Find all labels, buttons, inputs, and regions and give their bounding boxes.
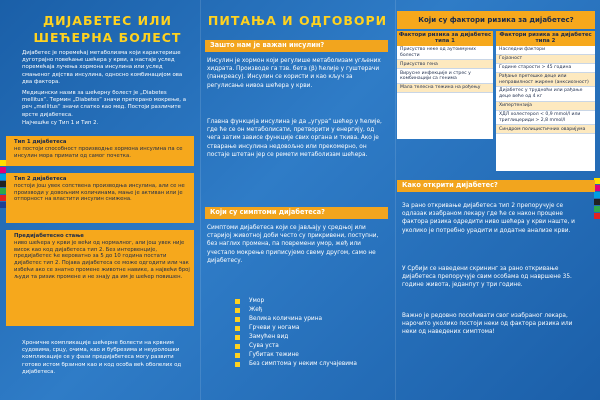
color-mark <box>594 206 600 212</box>
left-common-types: Најчешће су Тип 1 и Тип 2. <box>22 120 99 126</box>
bullet-square-icon <box>235 344 240 349</box>
prediabetes-box <box>6 230 194 326</box>
risk-type1-item: Вирусне инфекције и стрес у комбинацији са генима <box>397 69 493 84</box>
visit-doctor-text: Важно је редовно посећивати свог изабраног лекара, нарочито уколико постоји неки од фактора ризика или неки од наведених симптома! <box>402 313 573 336</box>
symptom-item <box>235 306 385 315</box>
detect-header: Како открити дијабетес? <box>397 180 595 192</box>
risk-type2-column <box>496 31 595 171</box>
symptom-item <box>235 297 385 306</box>
risk-type2-item: Рађање претешке деце или неправилност жирене (анксиозност) <box>496 73 595 88</box>
risk-type2-head: Фактори ризика за дијабетес типа 2 <box>496 31 595 46</box>
symptoms-text: Симптоми дијабетеса који се јављају у средњој или старијој животној доби често су прикривени, поступни, без наглих промена, па повремени умор, жеђ или учестало мокрење приписујемо свему другом, само не дијабетесу. <box>207 225 379 264</box>
risk-type2-item: ХДЛ холестерол < 0,9 mmol/l или триглицериди > 2,8 mmol/l <box>496 111 595 126</box>
risk-type2-item: Наследни фактори <box>496 46 595 55</box>
symptom-label: Велика количина урина <box>249 316 323 322</box>
bullet-square-icon <box>235 362 240 367</box>
color-mark <box>594 213 600 219</box>
symptom-label: Губитак тежине <box>249 352 299 358</box>
symptom-item <box>235 324 385 333</box>
prediabetes-text: ниво шећера у крви је већи од нормалног, али још увек није висок као код дијабетеса тип 2. Без интервенције, предијабетес ће вероватно за 5 до 10 година постати дијабетес тип 2. Појава дијабетеса се може одгодити или чак избећи ако се знатно промене животне навике, а највећи број људи та ризик промене и не знају да им је шећер повишен. <box>14 239 190 280</box>
bullet-square-icon <box>235 335 240 340</box>
left-title <box>20 12 195 46</box>
symptoms-header: Који су симптоми дијабетеса? <box>205 207 388 219</box>
type2-text: постоји још увек сопствена производња инсулина, али се не производи у довољним количинама, мање је активан или је отпорност на властити инсулин снижена. <box>14 182 185 203</box>
risk-type2-item: Хипертензија <box>496 102 595 111</box>
type1-box <box>6 136 194 166</box>
fold-line-left <box>200 0 201 400</box>
risk-type1-head: Фактори ризика за дијабетес типа 1 <box>398 32 492 45</box>
symptom-list <box>235 297 385 369</box>
bullet-square-icon <box>235 299 240 304</box>
symptom-item <box>235 315 385 324</box>
risk-type1-item: Присуство гена <box>397 60 493 69</box>
symptom-label: Без симптома у неким случајевима <box>249 361 357 367</box>
risk-factors-header: Који су фактори ризика за дијабетес? <box>397 11 595 29</box>
left-title-line2: ШЕЋЕРНА БОЛЕСТ <box>33 30 182 45</box>
left-title-line1: ДИЈАБЕТЕС ИЛИ <box>43 13 172 28</box>
symptom-label: Замућен вид <box>249 334 289 340</box>
type2-box <box>6 173 194 223</box>
symptom-label: Жеђ <box>249 307 263 313</box>
symptom-label: Грчеви у ногама <box>249 325 300 331</box>
risk-type1-column <box>397 31 493 139</box>
why-insulin-text: Инсулин је хормон који регулише метаболизам угљених хидрата. Производе га тзв. бета (β) ћелије у гуштерачи (панкреасу). Инсулин се користи и као кључ за регулисање нивоа шећера у крви. <box>207 58 381 89</box>
symptom-label: Умор <box>249 298 265 304</box>
symptom-item <box>235 360 385 369</box>
type1-text: не постоји способност производње хормона инсулина па се инсулин мора примати од самог почетка. <box>14 145 183 159</box>
insulin-function-text: Главна функција инсулина је да „угура“ шећер у ћелије, где ће се он метаболисати, претворити у енергију, од чега затим зависе функције свих органа и ткива. Ако је стварање инсулина недовољно или прекомерно, он постаје штетан јер се ремети метаболизам шећера. <box>207 119 382 158</box>
risk-type2-item: Године старости > 45 година <box>496 64 595 73</box>
risk-type2-item: Синдром полицистичних оваријума <box>496 125 595 134</box>
why-insulin-header: Зашто нам је важан инсулин? <box>205 40 388 52</box>
bullet-square-icon <box>235 308 240 313</box>
color-mark <box>594 192 600 198</box>
type2-title: Тип 2 дијабетеса <box>14 176 67 182</box>
prediabetes-title: Предијабетесно стање <box>14 233 84 239</box>
type1-title: Тип 1 дијабетеса <box>14 139 67 145</box>
color-mark <box>594 199 600 205</box>
risk-type2-item: Гојазност <box>496 55 595 64</box>
symptom-label: Сува уста <box>249 343 279 349</box>
risk-type2-item: Дијабетес у трудноћи или рађање деце веће од 4 кг <box>496 87 595 102</box>
serbia-screening-text: У Србији се наведени скрининг за рано откривање дијабетеса препоручује свим особама од навршене 35. године живота, једанпут у три године. <box>402 266 572 289</box>
bullet-square-icon <box>235 326 240 331</box>
symptom-item <box>235 351 385 360</box>
symptom-item <box>235 342 385 351</box>
symptom-item <box>235 333 385 342</box>
risk-type1-item: Мала телесна тежина на рођењу <box>397 84 493 93</box>
bullet-square-icon <box>235 353 240 358</box>
risk-type1-item: Присуство неке од аутоимуних болести <box>397 46 493 61</box>
detect-text: За рано откривање дијабетеса тип 2 препоручује се одлазак изабраном лекару где ће се након процене фактора ризика одредити ниво шећера у крви наште, и уколико је потребно урадити и додатне анализе крви. <box>402 203 575 234</box>
fold-line-right <box>395 0 396 400</box>
left-complications-text: Хроничне компликације шећерне болести на крвним судовима, срцу, очима, као и бубрезима и неуролошки компликације се у фази предијабетеса могу развити готово истом брзином као и код особа већ оболелих од дијабетеса. <box>22 340 182 375</box>
left-medical-term: Медицински назив за шећерну болест је „Diabetes mellitus“. Термин „Diabetes“ значи претерано мокрење, а реч „mellitus“ значи слатко као мед. Постоји различите врсте дијабетеса. <box>22 90 187 118</box>
left-intro-text: Дијабетес је поремећај метаболизма који карактерише дуготрајно повећање шећера у крви, а настаје услед поремећаја лучења хормона инсулина или услед смањеног дејства инсулина, односно комбинацијом ова два фактора. <box>22 50 183 85</box>
middle-title: ПИТАЊА И ОДГОВОРИ <box>207 13 388 28</box>
bullet-square-icon <box>235 317 240 322</box>
